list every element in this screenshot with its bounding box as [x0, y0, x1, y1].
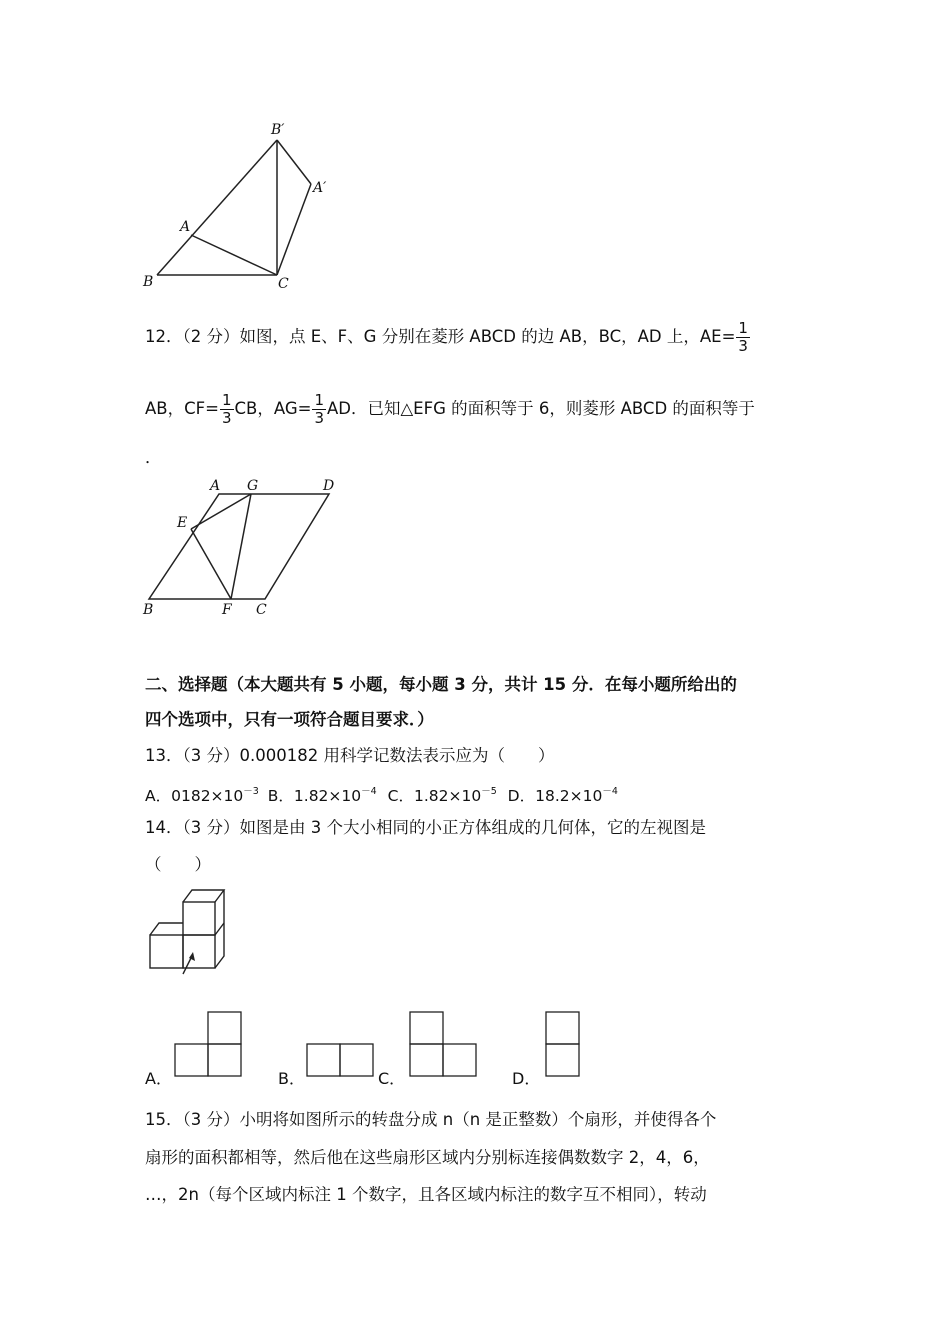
q13-option-b[interactable]: B．$1.82\times 10^{-4}$: [267, 786, 377, 805]
label-A: A: [180, 219, 191, 235]
q15-score: （3 分）: [182, 1110, 240, 1129]
q15-line1: [145, 1108, 716, 1132]
rhombus-figure: [135, 474, 355, 622]
fraction-one-third: $\frac{1}{3}$: [314, 391, 324, 427]
q14-option-b-label[interactable]: B．: [278, 1069, 305, 1088]
segment-AC: [191, 235, 277, 275]
label-D: D: [323, 478, 335, 494]
label-G: G: [247, 478, 259, 494]
q12-l2a: AB，CF=: [145, 399, 219, 418]
q14-text: 如图是由 3 个大小相同的小正方体组成的几何体，它的左视图是: [239, 818, 706, 837]
section2-line1: 二、选择题（本大题共有 5 小题，每小题 3 分，共计 15 分．在每小题所给出的: [145, 675, 737, 694]
segment-B'A': [277, 140, 311, 184]
q14-option-c-figure[interactable]: [408, 1010, 478, 1078]
q12-number: 12．: [145, 327, 183, 346]
segment-EG: [191, 494, 251, 529]
q14-stem: [145, 816, 706, 840]
rotation-triangle-figure: [135, 118, 345, 296]
q12-l2c: AD．已知△EFG 的面积等于 6，则菱形 ABCD 的面积等于: [327, 399, 755, 418]
q13-option-a[interactable]: A．$0182\times 10^{-3}$: [145, 786, 259, 805]
q13-options: [145, 780, 618, 808]
segment-A'C: [277, 184, 311, 275]
rhombus-ABCD: [149, 494, 329, 599]
segment-GF: [231, 494, 251, 599]
q12-l2b: CB，AG=: [234, 399, 312, 418]
q14-paren: （ ）: [145, 855, 211, 874]
q14-option-d-label[interactable]: D．: [512, 1069, 541, 1088]
label-C: C: [256, 602, 267, 618]
q15-line2: 扇形的面积都相等，然后他在这些扇形区域内分别标连接偶数数字 2，4，6，: [145, 1148, 710, 1167]
label-A: A: [210, 478, 221, 494]
segment-EF: [191, 529, 231, 599]
q13-score: （3 分）: [182, 746, 240, 765]
q12-score: （2 分）: [182, 327, 240, 346]
q15-text1: 小明将如图所示的转盘分成 n（n 是正整数）个扇形，并使得各个: [239, 1110, 717, 1129]
label-F: F: [222, 602, 232, 618]
label-B: B: [143, 602, 154, 618]
label-B: B: [143, 274, 154, 290]
q14-score: （3 分）: [182, 818, 240, 837]
q13-stem: [145, 744, 554, 768]
fraction-one-third: $\frac{1}{3}$: [738, 319, 748, 355]
q14-option-d-figure[interactable]: [544, 1010, 582, 1078]
q12-blank-end: ．: [145, 448, 162, 467]
q13-number: 13．: [145, 746, 183, 765]
q14-option-a-label[interactable]: A．: [145, 1069, 172, 1088]
q12-line2: [145, 392, 755, 427]
label-A-prime: A′: [313, 180, 327, 196]
q12-line1: [145, 320, 751, 355]
fraction-one-third: $\frac{1}{3}$: [221, 391, 232, 427]
label-B-prime: B′: [271, 122, 285, 138]
label-C: C: [278, 276, 289, 292]
q13-option-c[interactable]: C．$1.82\times 10^{-5}$: [387, 786, 497, 805]
q12-text1: 如图，点 E、F、G 分别在菱形 ABCD 的边 AB，BC，AD 上，AE=: [239, 327, 736, 346]
cubes-figure: [140, 884, 240, 979]
q14-option-c-label[interactable]: C．: [378, 1069, 406, 1088]
section2-line2: 四个选项中，只有一项符合题目要求．）: [145, 710, 434, 729]
q14-option-a-figure[interactable]: [173, 1010, 243, 1078]
q15-line3: …，2n（每个区域内标注 1 个数字，且各区域内标注的数字互不相同），转动: [145, 1185, 707, 1204]
q14-option-b-figure[interactable]: [305, 1042, 375, 1078]
q13-option-d[interactable]: D．$18.2\times 10^{-4}$: [507, 786, 618, 805]
q15-number: 15．: [145, 1110, 183, 1129]
q14-number: 14．: [145, 818, 183, 837]
label-E: E: [177, 515, 188, 531]
segment-BB': [157, 140, 277, 275]
q13-text: 0.000182 用科学记数法表示应为（ ）: [239, 746, 555, 765]
